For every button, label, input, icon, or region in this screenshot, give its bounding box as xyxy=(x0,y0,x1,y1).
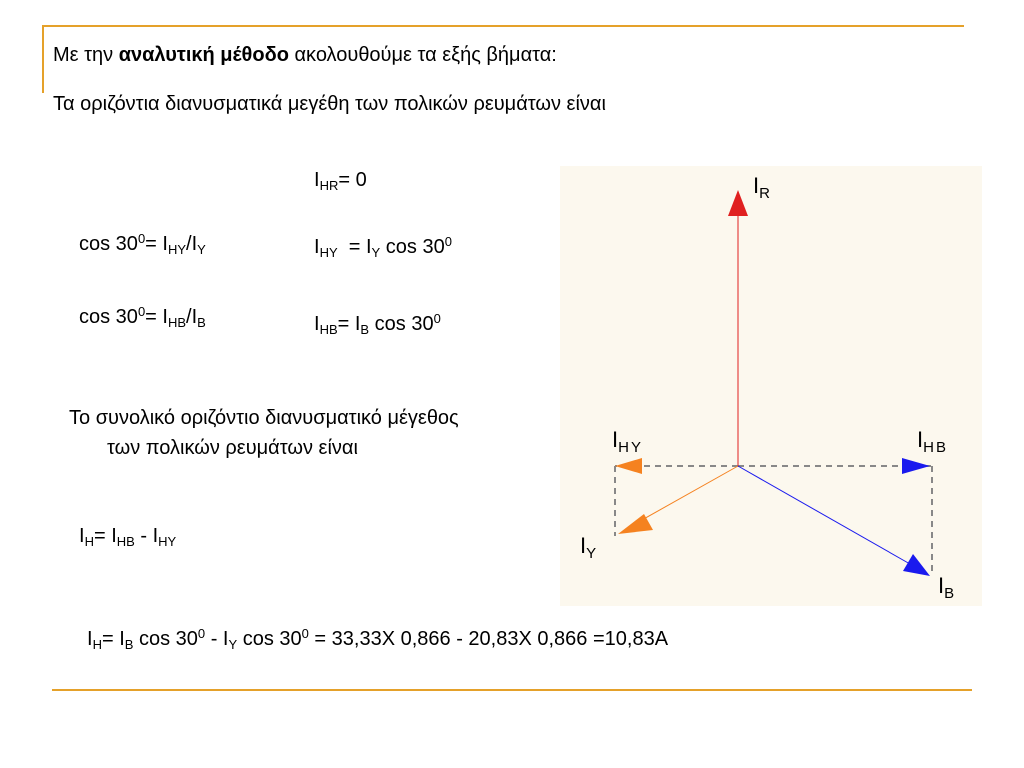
eq-ihy: $I_{HY} = I_Y$ $\cos 30^0$ xyxy=(314,234,452,260)
phasor-svg xyxy=(560,166,982,606)
subtitle-line: Τα οριζόντια διανυσματικά μεγέθη των πολικών ρευμάτων είναι xyxy=(53,93,606,115)
left-accent-rule xyxy=(42,25,44,93)
top-rule xyxy=(42,25,964,27)
ir-arrowhead xyxy=(728,190,748,216)
label-ib: $I_B$ xyxy=(938,573,957,602)
eq-ihb: $I_{HB}= I_B$ $\cos 30^0$ xyxy=(314,311,441,337)
label-ihb: $I_{HB}$ xyxy=(917,427,948,456)
eq-ihr: $I_{HR}= 0$ xyxy=(314,169,367,193)
total-text-line1: Το συνολικό οριζόντιο διανυσματικό μέγεθος xyxy=(69,407,459,429)
label-iy: $I_Y$ xyxy=(580,533,599,562)
ib-vector-line xyxy=(738,466,910,564)
final-equation: $I_H= I_B$ $\cos 30^0 - I_Y$ $\cos 30^0 = 33,33X$ 0,866 - 20,83X 0,866 =10,83A xyxy=(87,626,669,652)
eq-cos-y: $\cos 30^0= I_{HY}/I_Y$ xyxy=(79,231,206,257)
eq-cos-b: $\cos 30^0= I_{HB}/I_B$ xyxy=(79,304,206,330)
total-text-line2: των πολικών ρευμάτων είναι xyxy=(107,437,358,459)
ihb-arrowhead xyxy=(902,458,930,474)
bottom-rule xyxy=(52,689,972,691)
ihy-arrowhead xyxy=(615,458,642,474)
iy-vector-line xyxy=(633,466,738,525)
ib-arrowhead xyxy=(903,554,930,576)
label-ir: $I_R$ xyxy=(753,173,772,202)
eq-ih: $I_H= I_{HB} - I_{HY}$ xyxy=(79,525,177,549)
label-ihy: $I_{HY}$ xyxy=(612,427,643,456)
phasor-diagram xyxy=(560,166,982,606)
intro-line: Με την αναλυτική μέθοδο ακολουθούμε τα εξής βήματα: xyxy=(53,44,557,66)
intro-bold: αναλυτική μέθοδο xyxy=(118,44,289,66)
